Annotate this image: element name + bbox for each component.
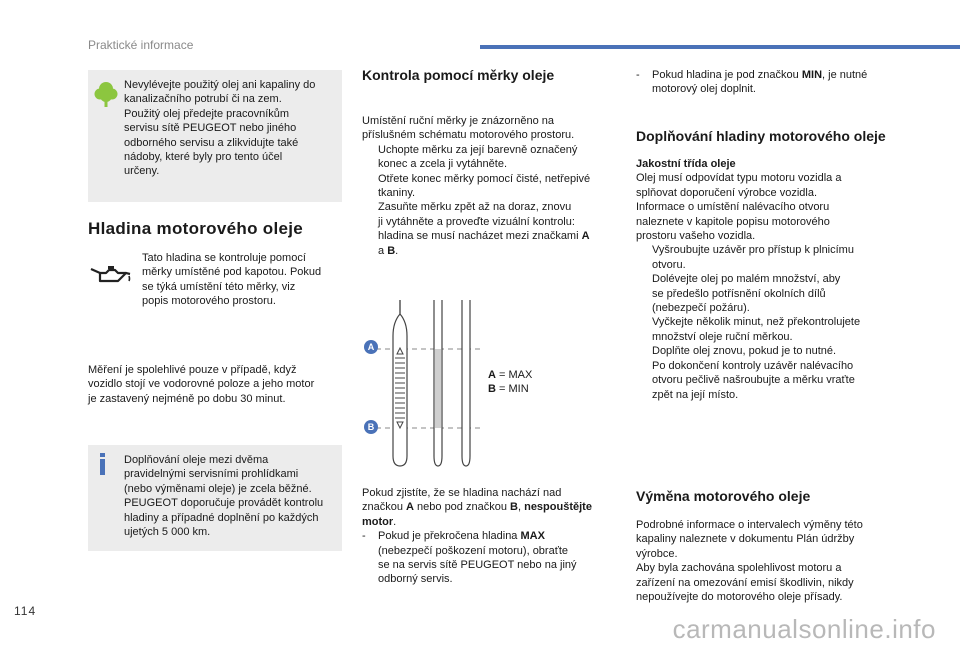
info-note-box xyxy=(88,445,342,551)
list-item: Zasuňte měrku zpět až na doraz, znovu ji vytáhněte a proveďte vizuální kontrolu: hladina se musí nacházet mezi značkami A a B. xyxy=(378,201,590,257)
list-item: - Pokud hladina je pod značkou MIN, je nutné motorový olej doplnit. xyxy=(636,69,868,96)
marker-a: A xyxy=(364,340,378,354)
watermark: carmanualsonline.info xyxy=(672,614,936,644)
dipstick-heading: Kontrola pomocí měrky oleje xyxy=(362,67,555,83)
oil-class-title: Jakostní třída oleje xyxy=(636,158,736,170)
dipstick-diagram xyxy=(362,296,484,475)
list-item: Otřete konec měrky pomocí čisté, netřepivé tkaniny. xyxy=(378,172,591,200)
header-title: Praktické informace xyxy=(88,38,194,52)
measure-condition-text: Měření je spolehlivé pouze v případě, když vozidlo stojí ve vodorovné poloze a jeho motor je zastavený nejméně po dobu 30 minut. xyxy=(88,364,315,405)
list-item: - Pokud je překročena hladina MAX (nebezpečí poškození motoru), obraťte se na servis sítě PEUGEOT nebo na jiný odborný servis. xyxy=(362,530,577,586)
list-item: Doplňte olej znovu, pokud je to nutné. xyxy=(652,345,837,358)
oil-change-text: Podrobné informace o intervalech výměny této kapaliny naleznete v dokumentu Plán údržby výrobce. Aby byla zachována spolehlivost motoru a zařízení na omezování emisí škodlivin, nikdy nepoužívejte do motorového oleje přísady. xyxy=(636,519,863,604)
list-item: Po dokončení kontroly uzávěr nalévacího otvoru pečlivě našroubujte a měrku vraťte zpět na její místo. xyxy=(652,359,855,401)
eco-note-box xyxy=(88,70,342,202)
eco-note-text: Nevylévejte použitý olej ani kapaliny do kanalizačního potrubí či na zem. Použitý olej předejte pracovníkům servisu sítě PEUGEOT nebo jiného odborného servisu a zlikvidujte také nádoby, které byly pro tento účel určeny. xyxy=(124,79,316,178)
oil-can-icon xyxy=(88,262,132,291)
header-accent-bar xyxy=(480,45,960,49)
min-level-text xyxy=(636,68,896,97)
refill-instructions: Jakostní třída oleje Olej musí odpovídat typu motoru vozidla a splňovat doporučení výrobce vozidla. Informace o umístění nalévacího otvoru naleznete v kapitole popisu motorového prostoru vašeho vozidla. Vyšroubujte uzávěr pro přístup k plnicímu otvoru. Dolévejte olej po malém množství, aby se předešlo potřísnění okolních dílů (nebezpečí požáru). Vyčkejte několik minut, než překontrolujete množství oleje ruční měrkou. Doplňte olej znovu, pokud je to nutné. Po dokončení kontroly uzávěr nalévacího otvoru pečlivě našroubujte a měrku vraťte zpět na její místo. xyxy=(636,157,898,402)
list-item: Vyčkejte několik minut, než překontrolujete množství oleje ruční měrkou. xyxy=(652,316,861,343)
level-out-of-range-text: Pokud zjistíte, že se hladina nachází nad značkou A nebo pod značkou B, nespouštějte motor. - Pokud je překročena hladina MAX (nebezpečí poškození motoru), obraťte se na servis sítě PEUGEOT nebo na jiný odborný servis. xyxy=(362,486,624,587)
list-item: Vyšroubujte uzávěr pro přístup k plnicímu otvoru. xyxy=(652,244,854,271)
list-item: Uchopte měrku za její barevně označený konec a zcela ji vytáhněte. xyxy=(378,143,578,171)
dash-marker: - xyxy=(362,530,366,543)
page-number: 114 xyxy=(14,604,37,618)
dipstick-legend: A = MAX B = MIN xyxy=(488,369,533,396)
dash-marker: - xyxy=(636,69,640,81)
marker-b: B xyxy=(364,420,378,434)
info-icon xyxy=(96,453,110,480)
oil-level-heading: Hladina motorového oleje xyxy=(88,219,304,238)
info-note-text: Doplňování oleje mezi dvěma pravidelnými servisními prohlídkami (nebo výměnami oleje) je zcela běžné. PEUGEOT doporučuje provádět kontrolu hladiny a případné doplnění po každých ujetých 5 000 km. xyxy=(124,454,324,539)
refill-heading: Doplňování hladiny motorového oleje xyxy=(636,128,886,144)
list-item: Dolévejte olej po malém množství, aby se předešlo potřísnění okolních dílů (nebezpečí požáru). xyxy=(652,273,841,315)
tree-icon xyxy=(94,80,118,113)
dipstick-instructions: Umístění ruční měrky je znázorněno na příslušném schématu motorového prostoru. Uchopte měrku za její barevně označený konec a zcela ji vytáhněte. Otřete konec měrky pomocí čisté, netřepivé tkaniny. Zasuňte měrku zpět až na doraz, znovu ji vytáhněte a proveďte vizuální kontrolu: hladina se musí nacházet mezi značkami A a B. xyxy=(362,114,624,258)
oil-change-heading: Výměna motorového oleje xyxy=(636,488,811,504)
oil-level-intro: Tato hladina se kontroluje pomocí měrky umístěné pod kapotou. Pokud se týká umístění této měrky, viz popis motorového prostoru. xyxy=(142,252,322,308)
